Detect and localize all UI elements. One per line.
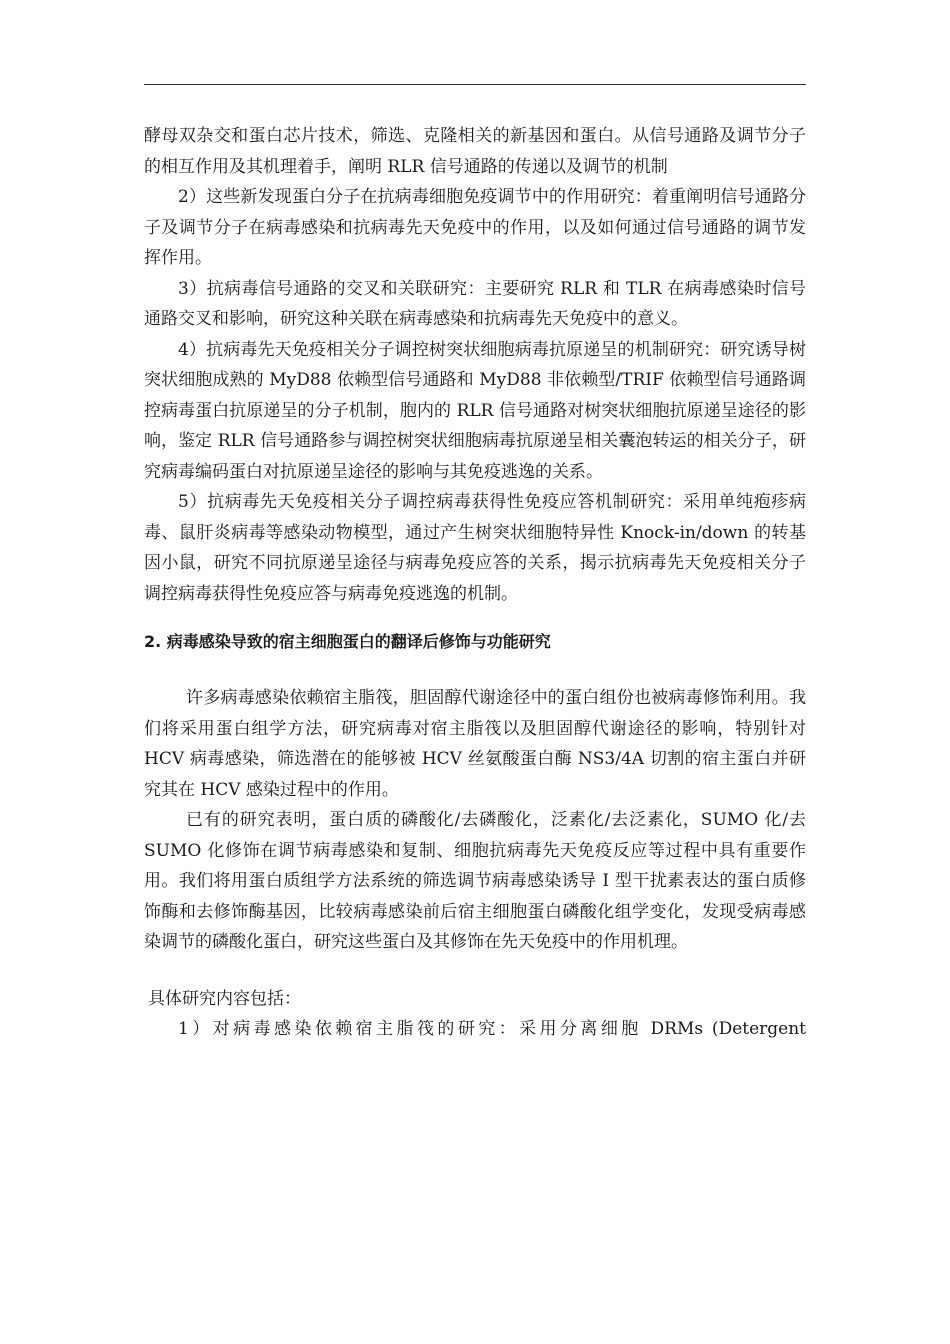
content-item-1: 1）对病毒感染依赖宿主脂筏的研究：采用分离细胞 DRMs (Detergent (178, 1019, 806, 1039)
paragraph-item-4: 4）抗病毒先天免疫相关分子调控树突状细胞病毒抗原递呈的机制研究：研究诱导树突状细胞成熟的 MyD88 依赖型信号通路和 MyD88 非依赖型/TRIF 依赖型信号通路调控病毒蛋白抗原递呈的分子机制，胞内的 RLR 信号通路对树突状细胞抗原递呈途径的影响，鉴定 RLR 信号通路参与调控树突状细胞病毒抗原递呈相关囊泡转运的相关分子，研究病毒编码蛋白对抗原递呈途径的影响与其免疫逃逸的关系。 (144, 339, 806, 482)
paragraph-lipid-raft: 许多病毒感染依赖宿主脂筏，胆固醇代谢途径中的蛋白组份也被病毒修饰利用。我们将采用蛋白组学方法，研究病毒对宿主脂筏以及胆固醇代谢途径的影响，特别针对 HCV 病毒感染，筛选潜在的能够被 HCV 丝氨酸蛋白酶 NS3/4A 切割的宿主蛋白并研究其在 HCV 感染过程中的作用。 (144, 688, 806, 800)
document-body (144, 121, 806, 1045)
content-intro: 具体研究内容包括： (148, 988, 301, 1009)
section-heading: 2. 病毒感染导致的宿主细胞蛋白的翻译后修饰与功能研究 (144, 632, 551, 651)
paragraph-item-5: 5）抗病毒先天免疫相关分子调控病毒获得性免疫应答机制研究：采用单纯疱疹病毒、鼠肝炎病毒等感染动物模型，通过产生树突状细胞特异性 Knock-in/down 的转基因小鼠，研究不同抗原递呈途径与病毒免疫应答的关系，揭示抗病毒先天免疫相关分子调控病毒获得性免疫应答与病毒免疫逃逸的机制。 (144, 492, 806, 604)
paragraph-item-3: 3）抗病毒信号通路的交叉和关联研究：主要研究 RLR 和 TLR 在病毒感染时信号通路交叉和影响，研究这种关联在病毒感染和抗病毒先天免疫中的意义。 (144, 278, 806, 329)
paragraph-modification: 已有的研究表明，蛋白质的磷酸化/去磷酸化，泛素化/去泛素化，SUMO 化/去 SUMO 化修饰在调节病毒感染和复制、细胞抗病毒先天免疫反应等过程中具有重要作用。我们将用蛋白质组学方法系统的筛选调节病毒感染诱导 I 型干扰素表达的蛋白质修饰酶和去修饰酶基因，比较病毒感染前后宿主细胞蛋白磷酸化组学变化，发现受病毒感染调节的磷酸化蛋白，研究这些蛋白及其修饰在先天免疫中的作用机理。 (144, 810, 806, 952)
paragraph-continued: 酵母双杂交和蛋白芯片技术，筛选、克隆相关的新基因和蛋白。从信号通路及调节分子的相互作用及其机理着手，阐明 RLR 信号通路的传递以及调节的机制 (144, 126, 806, 177)
paragraph-item-2: 2）这些新发现蛋白分子在抗病毒细胞免疫调节中的作用研究：着重阐明信号通路分子及调节分子在病毒感染和抗病毒先天免疫中的作用，以及如何通过信号通路的调节发挥作用。 (144, 187, 806, 268)
header-rule (144, 84, 806, 85)
